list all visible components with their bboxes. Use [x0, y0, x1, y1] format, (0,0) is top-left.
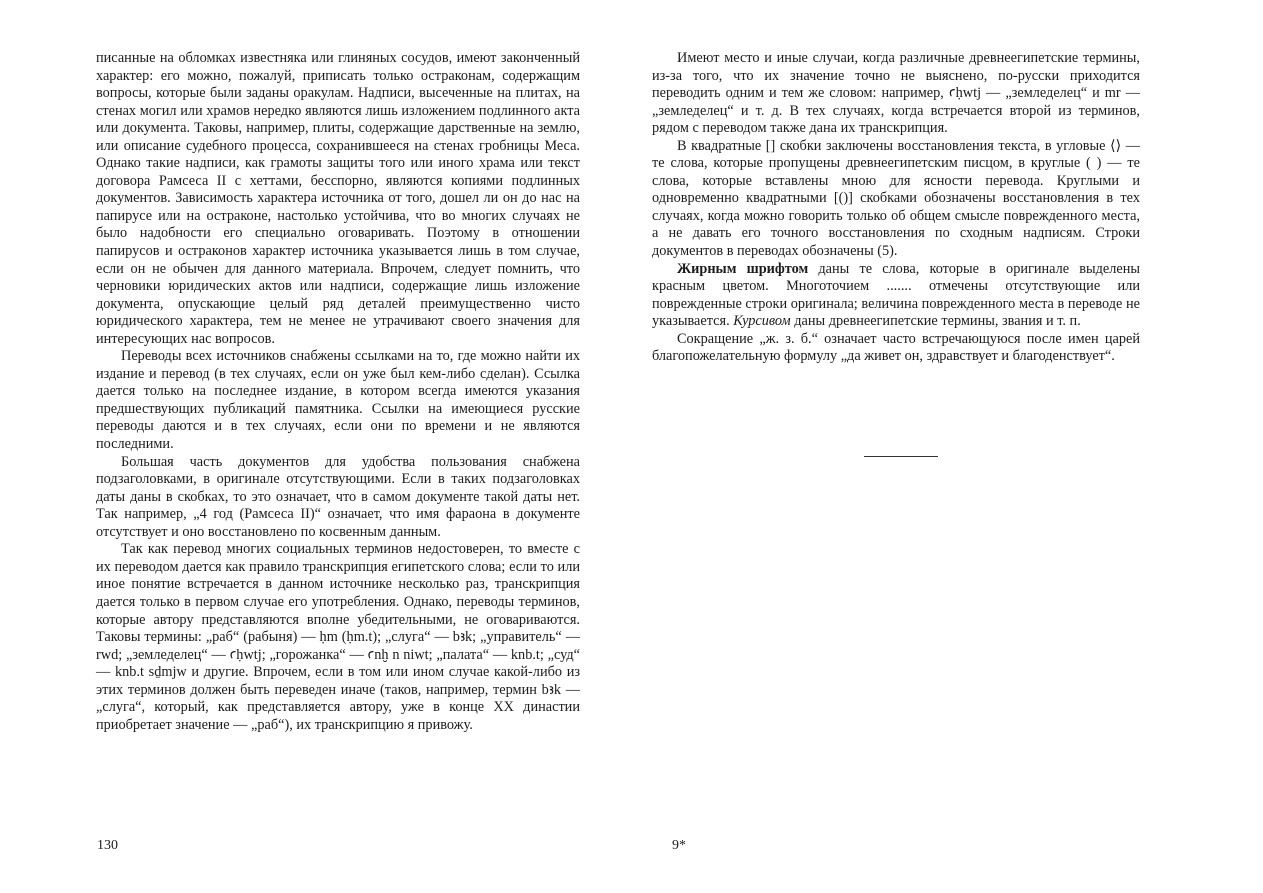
right-paragraph-4: Сокращение „ж. з. б.“ означает часто встречающуюся после имен царей благопожелательную формулу „да живет он, здравствует и благоденствует“. — [652, 330, 1140, 365]
left-page — [96, 50, 580, 734]
page-number-right: 9* — [672, 838, 686, 853]
left-paragraph-4: Так как перевод многих социальных терминов недостоверен, то вместе с их переводом дается как правило транскрипция египетского слова; если то или иное понятие встречается в данном источнике несколько раз, транскрипция дается только в первом случае его употребления. Однако, переводы терминов, которые автору представляются вполне убедительными, не оговариваются. Таковы термины: „раб“ (рабыня) — ḥm (ḥm.t); „слуга“ — bꜣk; „управитель“ — rwd; „земледелец“ — ꜥḥwtj; „горожанка“ — ꜥnḫ n niwt; „палата“ — knb.t; „суд“ — knb.t sḏmjw и другие. Впрочем, если в том или ином случае какой-либо из этих терминов должен быть переведен иначе (таков, например, термин bꜣk — „слуга“, который, как представляется автору, уже в конце XX династии приобретает значение — „раб“), их транскрипцию я привожу. — [96, 541, 580, 733]
right-paragraph-2: В квадратные [] скобки заключены восстановления текста, в угловые ⟨⟩ — те слова, которые пропущены древнеегипетским писцом, в круглые ( ) — те слова, которые вставлены мною для ясности перевода. Круглыми и одновременно квадратными [()] скобками обозначены восстановления в тех случаях, когда можно говорить только об общем смысле поврежденного места, а не давать его точного восстановления по сходным надписям. Строки документов в переводах обозначены (5). — [652, 137, 1140, 260]
bold-phrase: Жирным шрифтом — [677, 260, 809, 277]
italic-phrase: Курсивом — [733, 313, 791, 330]
right-paragraph-3-middle: даны те слова, которые в оригинале выделены красным цветом. Многоточием ....... отмечены отсутствующие или поврежденные строки оригинала; величина поврежденного места в переводе не указывается. — [652, 260, 1140, 330]
left-paragraph-1: писанные на обломках известняка или глиняных сосудов, имеют законченный характер: его можно, пожалуй, приписать только остраконам, содержащим вопросы, которые были заданы оракулам. Надписи, высеченные на плитах, на стенах могил или храмов нередко являются лишь изложением подлинного акта или документа. Таковы, например, плиты, содержащие дарственные на землю, или описание судебного процесса, сохранившееся на стенах гробницы Меса. Однако такие надписи, как грамоты защиты того или иного храма или текст договора Рамсеса II с хеттами, бесспорно, являются копиями подлинных документов. Зависимость характера источника от того, дошел ли он до нас на папирусе или на остраконе, настолько устойчива, что во многих случаях не было надобности его специально оговаривать. Поэтому в отношении папирусов и остраконов характер источника указывается лишь в том случае, если он не обычен для данного материала. Впрочем, следует помнить, что черновики юридических актов или надписи, содержащие лишь изложение документа, опускающие целый ряд деталей преимущественно чисто юридического характера, тем не менее не утрачивают своего значения для интересующих нас вопросов. — [96, 50, 580, 347]
section-divider — [864, 456, 938, 457]
right-paragraph-3 — [652, 261, 1140, 331]
left-paragraph-3: Большая часть документов для удобства пользования снабжена подзаголовками, в оригинале отсутствующими. Если в таких подзаголовках даты даны в скобках, то это означает, что в самом документе такой даты нет. Так например, „4 год (Рамсеса II)“ означает, что имя фараона в документе отсутствует и оно восстановлено по косвенным данным. — [96, 453, 580, 540]
page-number-left: 130 — [97, 838, 118, 853]
right-paragraph-3-end: даны древнеегипетские термины, звания и т. п. — [790, 313, 1081, 330]
right-paragraph-1: Имеют место и иные случаи, когда различные древнеегипетские термины, из-за того, что их значение точно не выяснено, по-русски приходится переводить одним и тем же словом: например, ꜥḥwtj — „земледелец“ и mr — „земледелец“ и т. д. В тех случаях, когда встречается второй из терминов, рядом с переводом также дана их транскрипция. — [652, 50, 1140, 137]
right-page — [652, 50, 1140, 366]
left-paragraph-2: Переводы всех источников снабжены ссылками на то, где можно найти их издание и перевод (в тех случаях, если он уже был кем-либо сделан). Ссылка дается только на последнее издание, в котором всегда имеются указания предшествующих публикаций памятника. Ссылки на имеющиеся русские переводы даются и в тех случаях, если они по времени и не являются последними. — [96, 348, 580, 453]
